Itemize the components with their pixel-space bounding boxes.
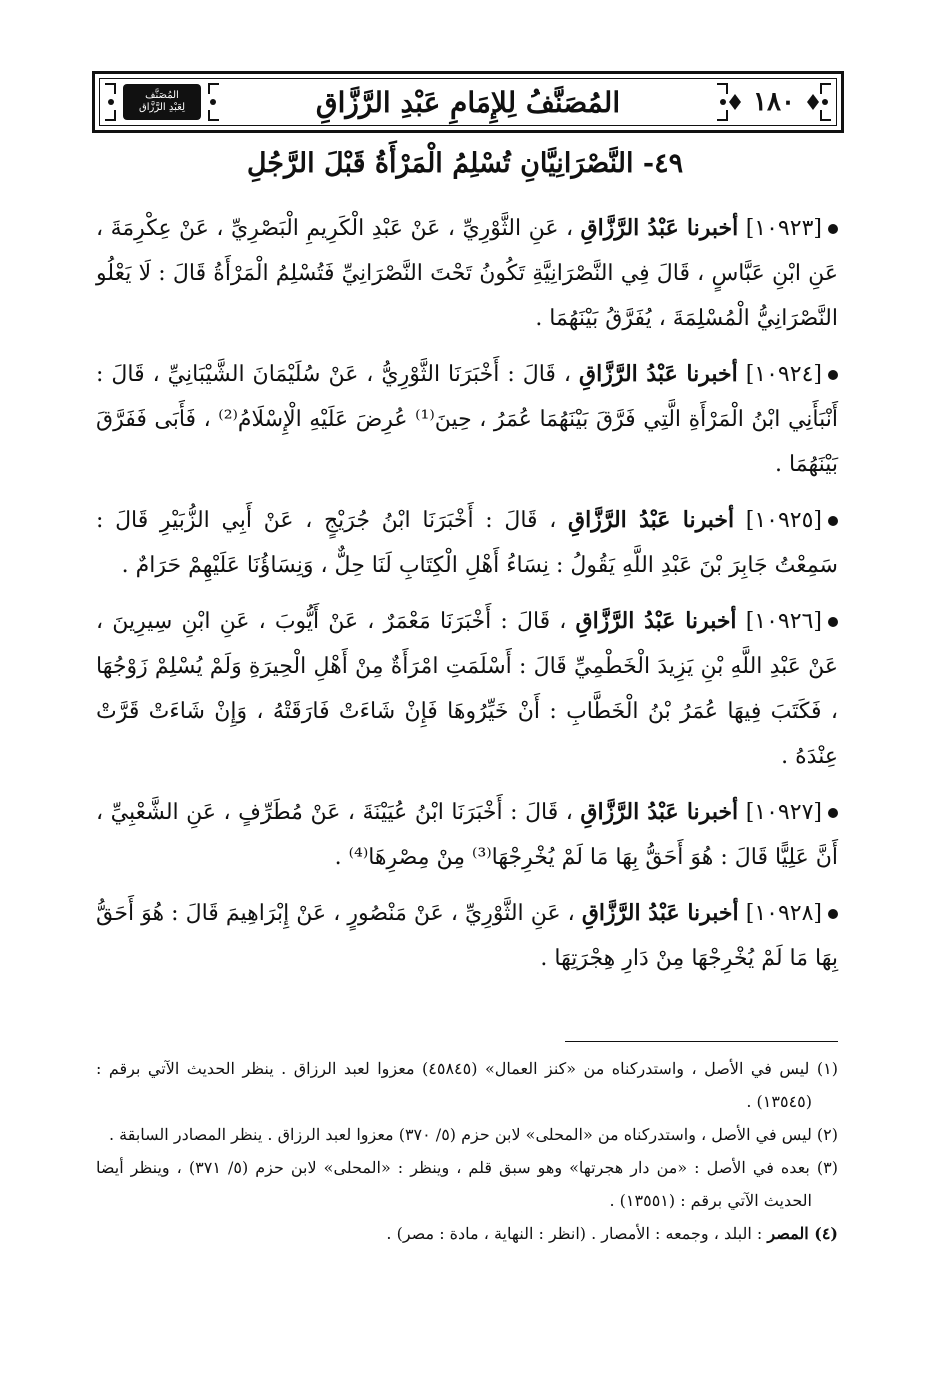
footnote-number: (٣) (816, 1158, 839, 1177)
logo-line-2: لِعَبْدِ الرَّزَّاق (138, 102, 186, 113)
hadith-entry (96, 599, 838, 779)
header-left-ornament (103, 80, 221, 124)
logo-line-1: المُصَنَّف (145, 90, 179, 101)
hadith-lead: أخبرنا عَبْدُ الرَّزَّاقِ (580, 799, 739, 825)
header-right-ornament (715, 80, 833, 124)
hadith-number: [١٠٩٢٦] (745, 609, 822, 634)
footnote (96, 1217, 838, 1250)
footnote-text: بعده في الأصل : «من دار هجرتها» وهو سبق قلم ، وينظر : «المحلى» لابن حزم (٥/ ٣٧١) ، وينظر أيضا الحديث الآتي برقم : (١٣٥٥١) . (96, 1158, 812, 1210)
bullet-icon (828, 909, 838, 919)
footnote-number: (٢) (816, 1125, 838, 1144)
bullet-icon (828, 808, 838, 818)
hadith-lead: أخبرنا عَبْدُ الرَّزَّاقِ (581, 900, 739, 926)
running-title: المُصَنَّفُ لِلإِمَامِ عَبْدِ الرَّزَّاقِ (315, 85, 621, 119)
hadith-lead: أخبرنا عَبْدُ الرَّزَّاقِ (579, 361, 738, 387)
hadith-entry (96, 891, 838, 981)
hadith-number: [١٠٩٢٥] (745, 508, 823, 533)
hadith-text: ، قَالَ : أَخْبَرَنَا الثَّوْرِيُّ ، عَنْ سُلَيْمَانَ الشَّيْبَانِيِّ ، قَالَ : أَنْبَأَنِي ابْنُ الْمَرْأَةِ الَّتِي فَرَّقَ بَيْنَهُمَا عُمَرُ ، حِينَ⁽¹⁾ عُرِضَ عَلَيْهِ الْإِسْلَامُ⁽²⁾ ، فَأَبَى فَفَرَّقَ بَيْنَهُمَا . (96, 362, 838, 477)
footnote-text: : البلد ، وجمعه : الأمصار . (انظر : النهاية ، مادة : مصر) . (386, 1224, 763, 1243)
hadith-text: ، قَالَ : أَخْبَرَنَا ابْنُ جُرَيْجٍ ، عَنْ أَبِي الزُّبَيْرِ قَالَ : سَمِعْتُ جَابِرَ بْنَ عَبْدِ اللَّهِ يَقُولُ : نِسَاءُ أَهْلِ الْكِتَابِ لَنَا حِلٌّ ، وَنِسَاؤُنَا عَلَيْهِمْ حَرَامٌ . (96, 508, 838, 578)
hadith-entry (96, 352, 838, 487)
hadith-number: [١٠٩٢٨] (745, 901, 822, 926)
hadith-text: ، عَنِ الثَّوْرِيِّ ، عَنْ عَبْدِ الْكَرِيمِ الْبَصْرِيِّ ، عَنْ عِكْرِمَةَ ، عَنِ ابْنِ عَبَّاسٍ ، قَالَ فِي النَّصْرَانِيَّةِ تَكُونُ تَحْتَ النَّصْرَانِيِّ فَتُسْلِمُ الْمَرْأَةُ قَالَ : لَا يَعْلُو النَّصْرَانِيُّ الْمُسْلِمَةَ ، يُفَرَّقُ بَيْنَهُمَا . (96, 216, 838, 331)
bullet-icon (828, 617, 838, 627)
bullet-icon (828, 370, 838, 380)
hadith-number: [١٠٩٢٧] (745, 800, 822, 825)
hadith-number: [١٠٩٢٣] (745, 216, 822, 241)
hadith-list (96, 206, 838, 992)
footnote (96, 1151, 838, 1217)
bullet-icon (828, 224, 838, 234)
hadith-lead: أخبرنا عَبْدُ الرَّزَّاقِ (580, 215, 739, 241)
page-number: ١٨٠ (741, 84, 807, 120)
hadith-text: ، قَالَ : أَخْبَرَنَا مَعْمَرٌ ، عَنْ أَيُّوبَ ، عَنِ ابْنِ سِيرِينَ ، عَنْ عَبْدِ اللَّهِ بْنِ يَزِيدَ الْخَطْمِيِّ قَالَ : أَسْلَمَتِ امْرَأَةٌ مِنْ أَهْلِ الْحِيرَةِ وَلَمْ يُسْلِمْ زَوْجُهَا ، فَكَتَبَ فِيهَا عُمَرُ بْنُ الْخَطَّابِ : أَنْ خَيِّرُوهَا فَإِنْ شَاءَتْ فَارَقَتْهُ ، وَإِنْ شَاءَتْ قَرَّتْ عِنْدَهُ . (96, 609, 838, 769)
book-logo (123, 84, 201, 120)
hadith-text: ، قَالَ : أَخْبَرَنَا ابْنُ عُيَيْنَةَ ، عَنْ مُطَرِّفٍ ، عَنِ الشَّعْبِيِّ ، أَنَّ عَلِيًّا قَالَ : هُوَ أَحَقُّ بِهَا مَا لَمْ يُخْرِجْهَا⁽³⁾ مِنْ مِصْرِهَا⁽⁴⁾ . (96, 800, 838, 870)
footnote-text: ليس في الأصل ، واستدركناه من «المحلى» لابن حزم (٥/ ٣٧٠) معزوا لعبد الرزاق . ينظر المصادر السابقة . (108, 1125, 812, 1144)
bullet-icon (828, 516, 838, 526)
footnote (96, 1052, 838, 1118)
footnote-number: (١) (816, 1059, 839, 1078)
footnotes (96, 1052, 838, 1250)
hadith-number: [١٠٩٢٤] (745, 362, 822, 387)
footnote-separator (565, 1041, 838, 1042)
footnote-text: ليس في الأصل ، واستدركناه من «كنز العمال» (٤٥٨٤٥) معزوا لعبد الرزاق . ينظر الحديث الآتي برقم : (١٣٥٤٥) . (96, 1059, 812, 1111)
footnote-number: (٤) المصر (767, 1224, 838, 1243)
hadith-lead: أخبرنا عَبْدُ الرَّزَّاقِ (568, 507, 735, 533)
chapter-heading: ٤٩- النَّصْرَانِيَّانِ تُسْلِمُ الْمَرْأَةُ قَبْلَ الرَّجُلِ (246, 148, 684, 179)
hadith-entry (96, 206, 838, 341)
hadith-lead: أخبرنا عَبْدُ الرَّزَّاقِ (575, 608, 737, 634)
page-header (92, 71, 844, 133)
footnote (96, 1118, 838, 1151)
hadith-entry (96, 790, 838, 880)
hadith-text: ، عَنِ الثَّوْرِيِّ ، عَنْ مَنْصُورٍ ، عَنْ إِبْرَاهِيمَ قَالَ : هُوَ أَحَقُّ بِهَا مَا لَمْ يُخْرِجْهَا مِنْ دَارِ هِجْرَتِهَا . (96, 901, 838, 971)
hadith-entry (96, 498, 838, 588)
